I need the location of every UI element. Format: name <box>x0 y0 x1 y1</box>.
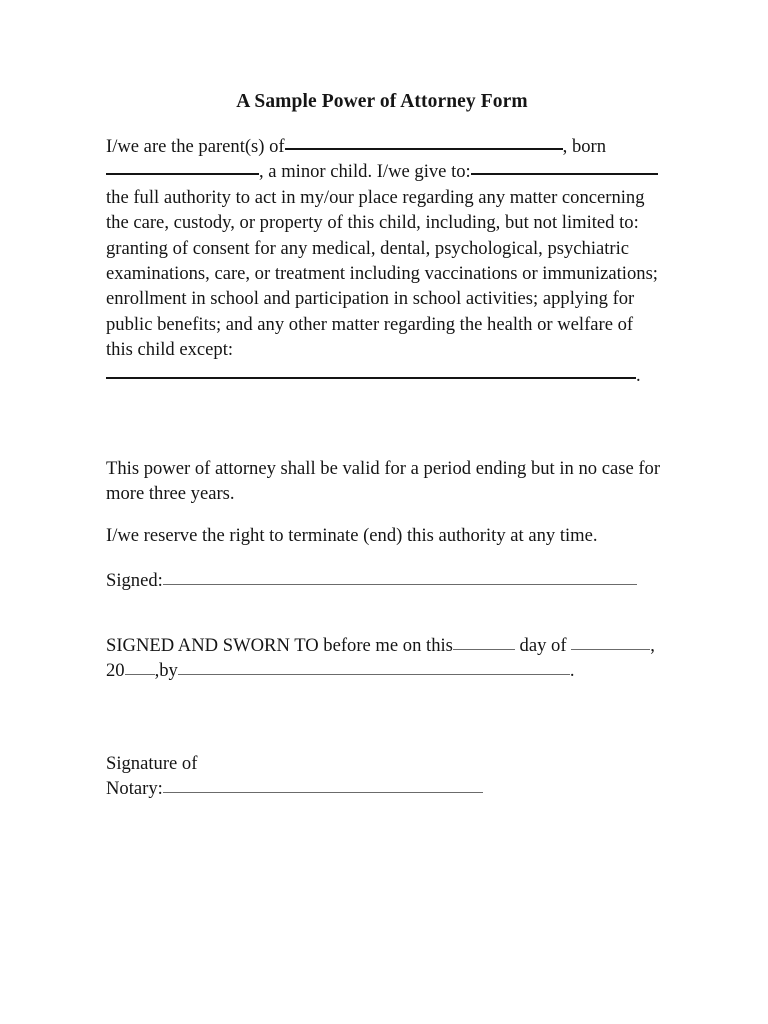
validity-paragraph <box>106 456 662 507</box>
year-field[interactable] <box>125 674 155 675</box>
parent-of-comma: , <box>562 136 568 157</box>
notarization-text <box>106 633 662 684</box>
termination-paragraph-text: I/we reserve the right to terminate (end) this authority at any time. <box>106 525 598 546</box>
signed-label: Signed: <box>106 570 163 591</box>
signature-block <box>106 568 662 593</box>
notary-signature-line <box>106 751 662 802</box>
validity-paragraph-text: This power of attorney shall be valid for a period ending but in no case for more three years. <box>106 458 661 505</box>
exceptions-field-line-1[interactable] <box>106 377 590 379</box>
minor-child-label: , a minor child. I/we give <box>259 161 447 183</box>
month-field[interactable] <box>571 649 650 650</box>
month-comma: , <box>650 635 655 656</box>
termination-paragraph <box>106 523 662 548</box>
affiant-name-field-line-1[interactable] <box>178 674 556 675</box>
attorney-in-fact-field[interactable] <box>471 173 658 175</box>
notary-label-line-2: Notary: <box>106 778 163 800</box>
to-label: to: <box>451 161 471 183</box>
parent-of-label: I/we are the parent(s) of <box>106 136 285 157</box>
authority-paragraph-text <box>106 134 662 388</box>
by-label: ,by <box>154 660 178 682</box>
notary-signature-field[interactable] <box>163 792 483 793</box>
notarization-block <box>106 633 662 684</box>
by-period: . <box>569 660 575 682</box>
affiant-name-field-line-2[interactable] <box>556 674 570 675</box>
authority-scope-text: the full authority to act in my/our place regarding any matter concerning the care, custody, or property of this child, including, but not limited to: granting of consent for any medical, dental, psychological, psychiatric examinations, care, or treatment including vaccinations or immunizations; enrollment in school and participation in school activities; applying for public benefits; and any other matter regarding the health or welfare of this child <box>106 186 658 361</box>
signature-line <box>106 568 662 593</box>
signature-field-line-1[interactable] <box>163 584 626 585</box>
notary-signature-block <box>106 751 662 802</box>
sworn-label: SIGNED AND SWORN TO before me on this <box>106 635 453 656</box>
authority-paragraph <box>106 134 662 388</box>
page-title: A Sample Power of Attorney Form <box>236 91 528 112</box>
year-prefix-label: 20 <box>106 660 125 682</box>
except-label: except: <box>179 339 234 361</box>
day-of-label: day of <box>514 635 567 656</box>
born-label: born <box>571 136 607 157</box>
exceptions-field-line-2[interactable] <box>590 377 636 379</box>
signature-field-line-2[interactable] <box>626 584 637 585</box>
notary-label-line-1: Signature of <box>106 753 198 774</box>
day-field[interactable] <box>453 649 515 650</box>
birth-date-field[interactable] <box>106 173 259 175</box>
except-period: . <box>636 364 641 386</box>
child-name-field[interactable] <box>285 148 563 150</box>
